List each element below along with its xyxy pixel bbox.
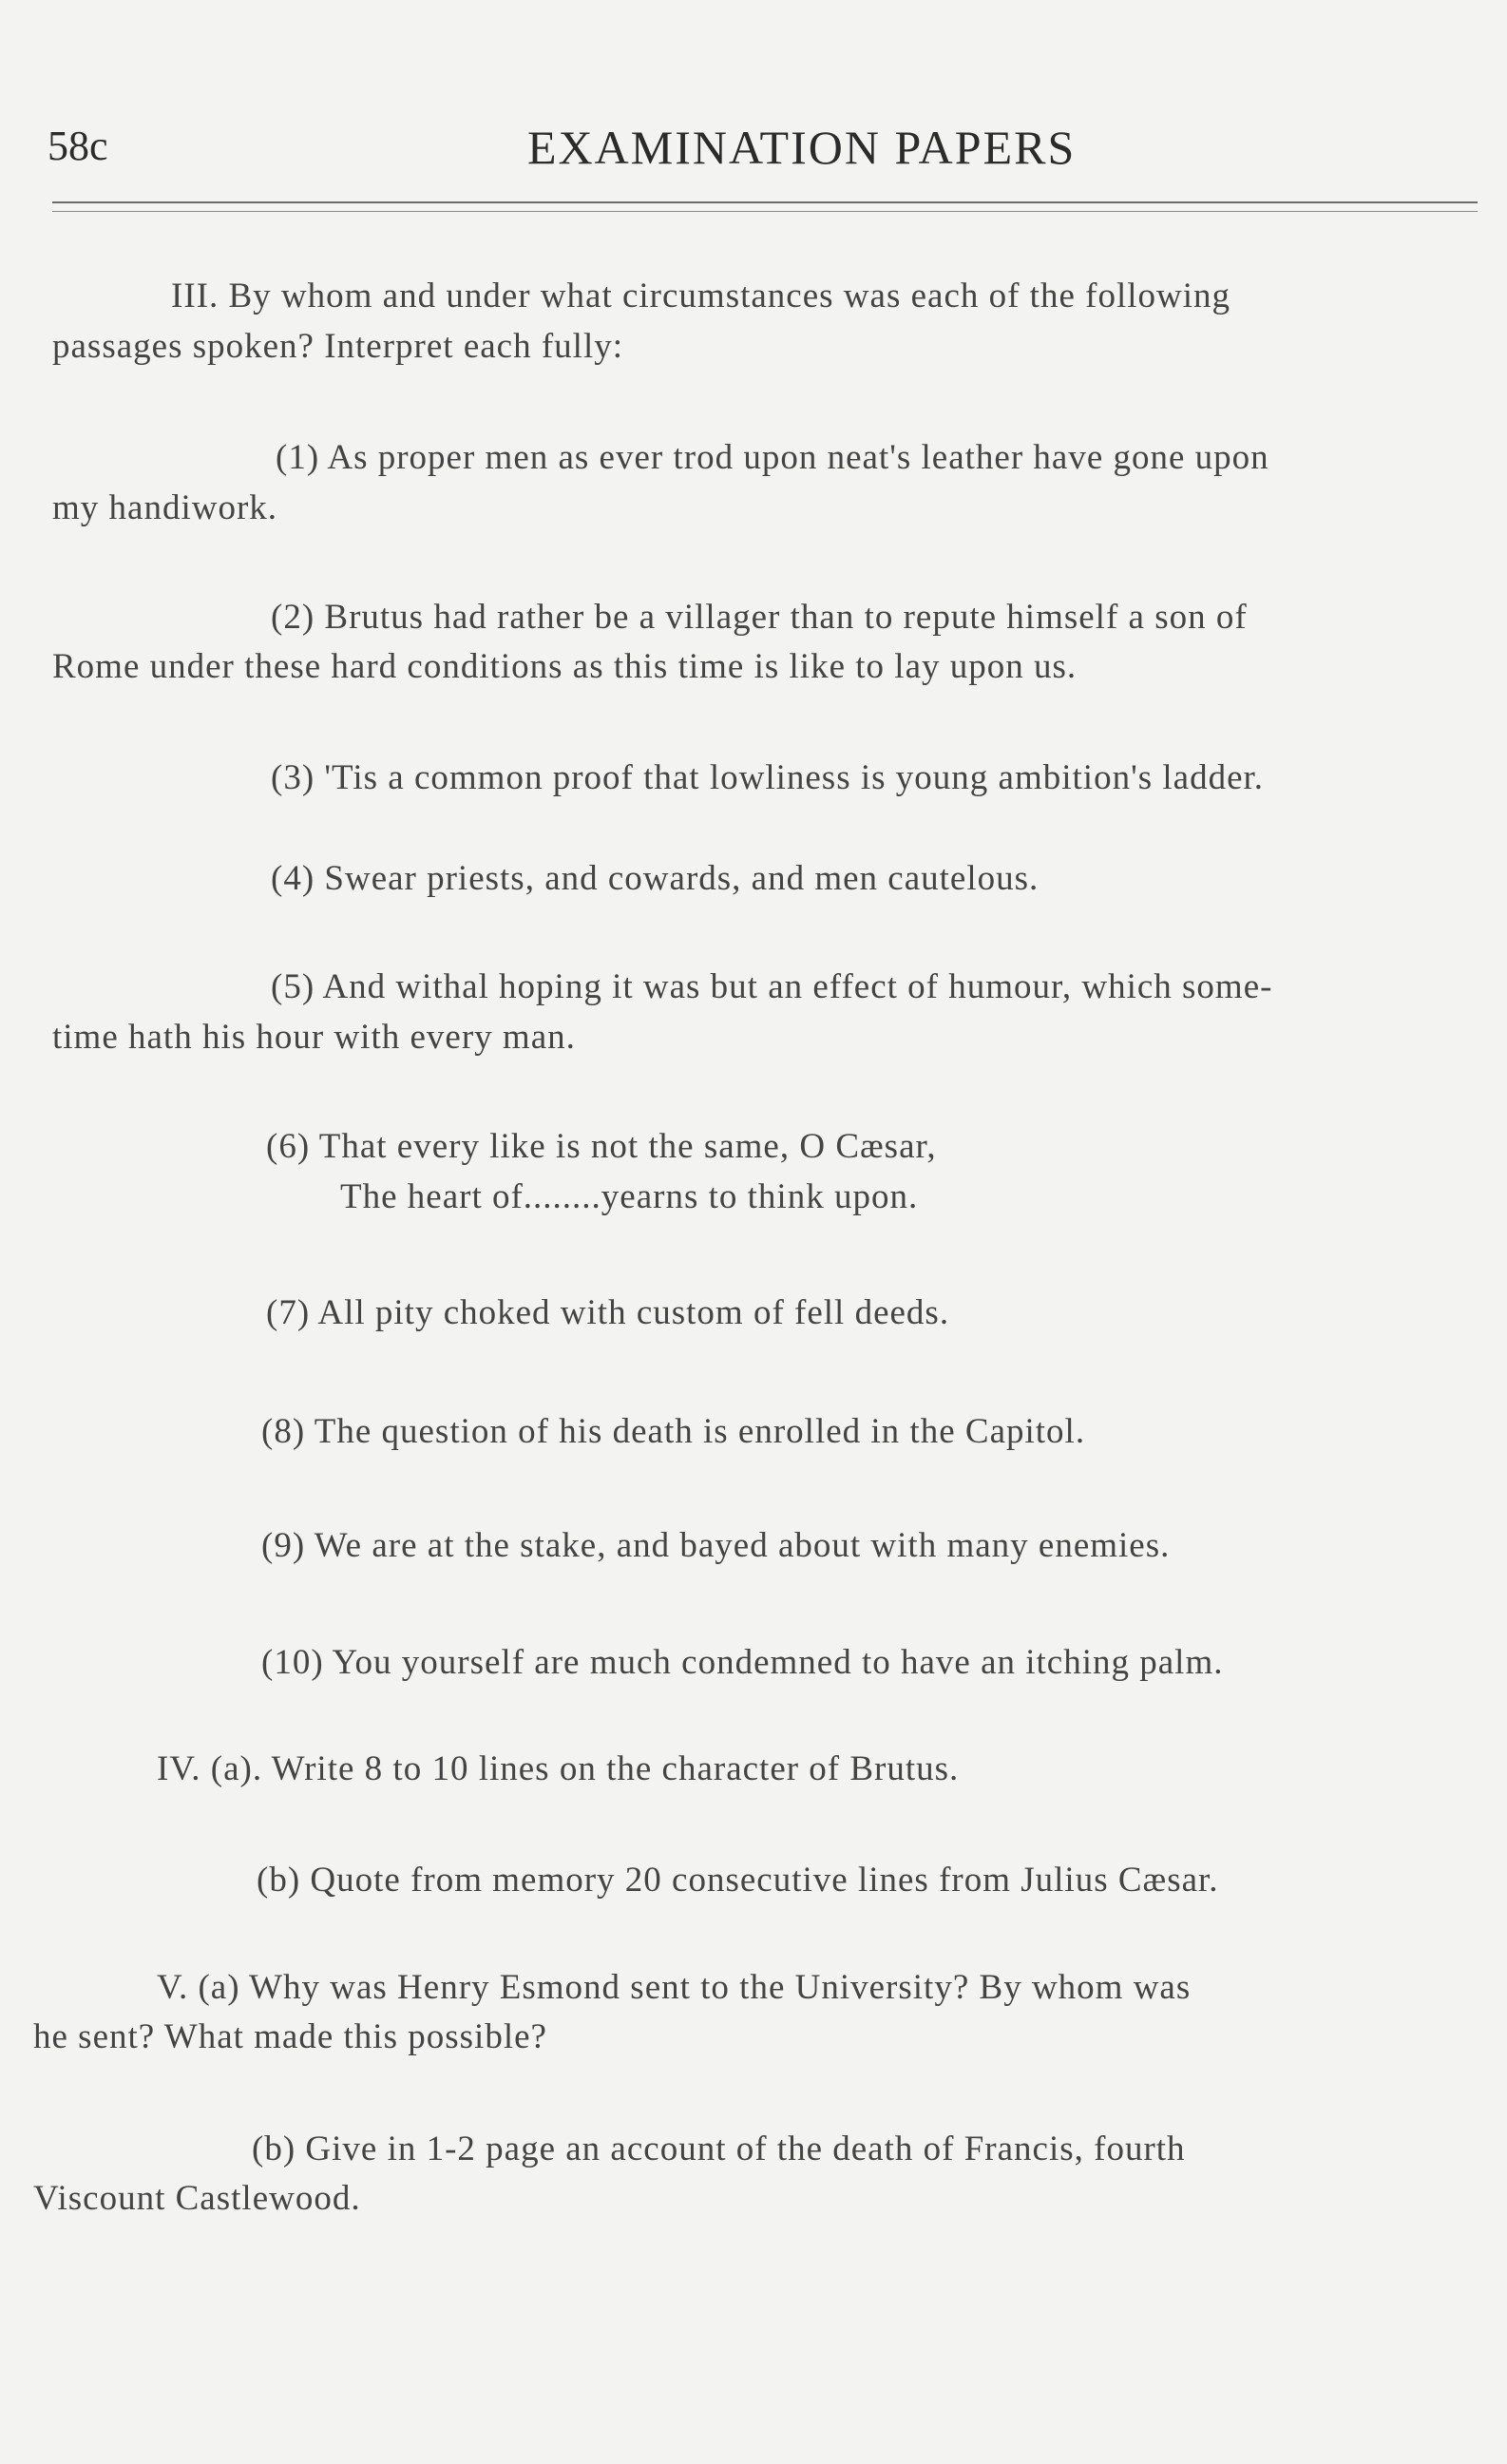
- question-5b-line-1: (b) Give in 1-2 page an account of the death of Francis, fourth: [252, 2130, 1186, 2168]
- passage-10: (10) You yourself are much condemned to have an itching palm.: [261, 1643, 1224, 1682]
- question-5a-line-2: he sent? What made this possible?: [33, 2017, 547, 2056]
- passage-9: (9) We are at the stake, and bayed about with many enemies.: [261, 1526, 1171, 1565]
- header-rule: [52, 201, 1478, 203]
- passage-2-line-2: Rome under these hard conditions as this time is like to lay upon us.: [52, 647, 1078, 686]
- page-title: EXAMINATION PAPERS: [527, 121, 1077, 174]
- passage-8: (8) The question of his death is enrolled in the Capitol.: [261, 1412, 1086, 1451]
- question-3-line-2: passages spoken? Interpret each fully:: [52, 327, 624, 366]
- question-5b-line-2: Viscount Castlewood.: [33, 2179, 361, 2218]
- question-4a: IV. (a). Write 8 to 10 lines on the character of Brutus.: [157, 1749, 960, 1788]
- passage-3: (3) 'Tis a common proof that lowliness is young ambition's ladder.: [271, 758, 1265, 797]
- passage-1-line-1: (1) As proper men as ever trod upon neat's leather have gone upon: [276, 438, 1269, 477]
- passage-7: (7) All pity choked with custom of fell deeds.: [266, 1293, 950, 1332]
- passage-5-line-1: (5) And withal hoping it was but an effect of humour, which some-: [271, 967, 1273, 1006]
- question-5a-line-1: V. (a) Why was Henry Esmond sent to the University? By whom was: [157, 1968, 1192, 2007]
- passage-6-line-1: (6) That every like is not the same, O Cæsar,: [266, 1127, 937, 1166]
- question-4b: (b) Quote from memory 20 consecutive lines from Julius Cæsar.: [257, 1861, 1219, 1900]
- passage-2-line-1: (2) Brutus had rather be a villager than to repute himself a son of: [271, 598, 1248, 637]
- passage-1-line-2: my handiwork.: [52, 488, 278, 527]
- page-number: 58c: [48, 123, 108, 169]
- header-rule-secondary: [52, 211, 1478, 212]
- question-3-line-1: III. By whom and under what circumstances was each of the following: [171, 277, 1231, 315]
- passage-6-line-2: The heart of........yearns to think upon.: [340, 1177, 919, 1216]
- passage-5-line-2: time hath his hour with every man.: [52, 1018, 576, 1057]
- passage-4: (4) Swear priests, and cowards, and men cautelous.: [271, 859, 1040, 898]
